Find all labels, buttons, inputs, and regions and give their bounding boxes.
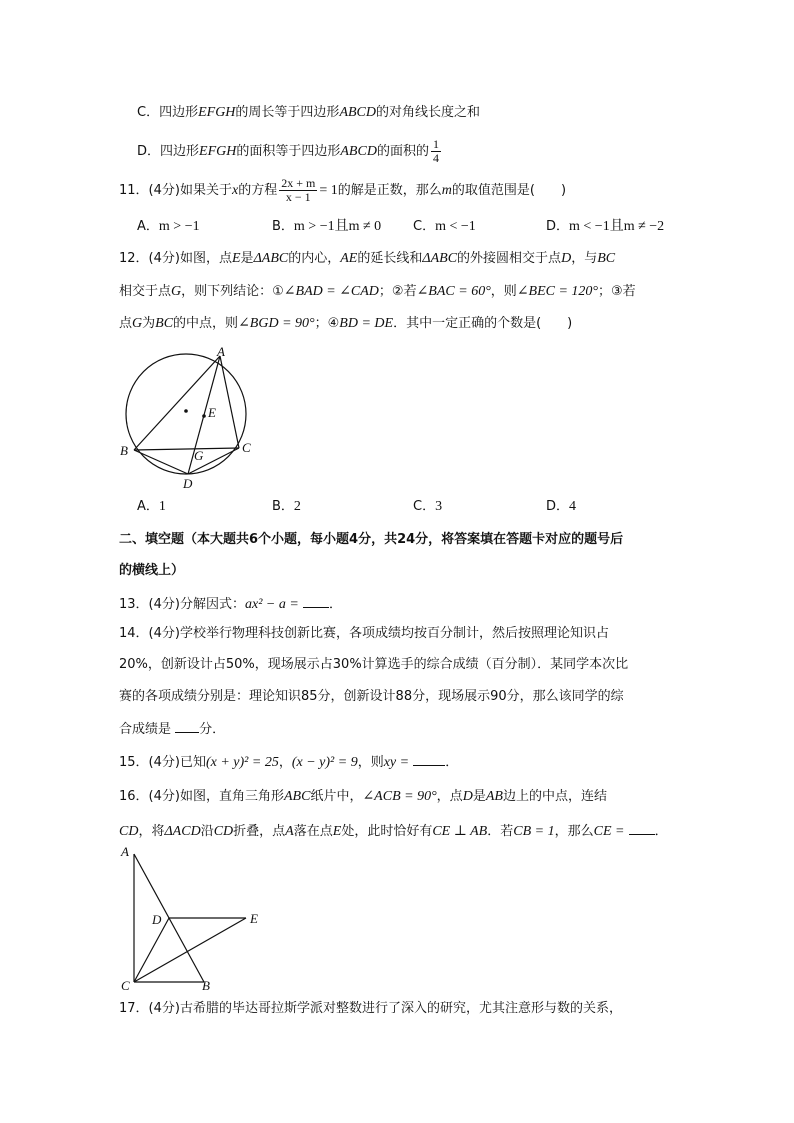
question-17-line-1: 17．(4分)古希腊的毕达哥拉斯学派对整数进行了深入的研究，尤其注意形与数的关系，	[119, 1001, 622, 1016]
q10-option-d: D．四边形EFGH的面积等于四边形ABCD的面积的 $\frac{1}{4}$	[137, 137, 439, 165]
label-d: D	[183, 476, 193, 491]
q11-option-c[interactable]: C．m < −1	[413, 219, 476, 234]
segment-ce	[134, 918, 246, 982]
question-14-line-1: 14．(4分)学校举行物理科技创新比赛，各项成绩均按百分制计，然后按照理论知识占	[119, 626, 609, 641]
label-a: A	[217, 344, 225, 359]
answer-blank[interactable]	[303, 594, 329, 608]
label-b: B	[202, 978, 210, 993]
q11-option-d[interactable]: D．m < −1且m ≠ −2	[546, 219, 665, 234]
question-14-line-3: 赛的各项成绩分别是：理论知识85分，创新设计88分，现场展示90分，那么该同学的综	[119, 689, 624, 704]
answer-blank[interactable]	[413, 752, 445, 766]
circle-center-dot	[184, 409, 188, 413]
answer-blank[interactable]	[175, 719, 199, 733]
label-g: G	[194, 448, 204, 463]
answer-blank[interactable]	[629, 821, 655, 835]
question-12-line-1: 12．(4分)如图，点E是ΔABC的内心，AE的延长线和ΔABC的外接圆相交于点D，与BC	[119, 251, 616, 266]
segment-bd	[134, 450, 188, 474]
q10-option-c: C．四边形EFGH的周长等于四边形ABCD的对角线长度之和	[137, 105, 481, 120]
q16-triangle-figure	[112, 842, 272, 994]
fraction-one-quarter: $\frac{1}{4}$	[432, 137, 439, 165]
question-12-line-2: 相交于点G，则下列结论：①∠BAD = ∠CAD；②若∠BAC = 60°，则∠BEC = 120°；③若	[119, 284, 636, 299]
label-c: C	[121, 978, 130, 993]
question-15: 15．(4分)已知(x + y)² = 25，(x − y)² = 9，则xy = ．	[119, 752, 458, 772]
q12-option-d[interactable]: D．4	[546, 499, 577, 514]
q11-option-a[interactable]: A．m > −1	[137, 219, 200, 234]
label-d: D	[152, 912, 162, 927]
segment-ac	[220, 356, 239, 448]
equation-fraction: $\frac{2x + m}{x - 1}$	[281, 176, 316, 204]
q12-circle-figure	[112, 344, 262, 492]
label-e: E	[208, 405, 216, 420]
question-14-line-2: 20%，创新设计占50%，现场展示占30%计算选手的综合成绩（百分制）．某同学本次比	[119, 657, 629, 672]
label-b: B	[120, 443, 128, 458]
point-e-dot	[202, 414, 206, 418]
q12-option-a[interactable]: A．1	[137, 499, 166, 514]
question-12-line-3: 点G为BC的中点，则∠BGD = 90°；④BD = DE．其中一定正确的个数是( )	[119, 316, 573, 331]
segment-bc	[134, 448, 239, 450]
question-13: 13．(4分)分解因式：ax² − a = ．	[119, 594, 342, 614]
label-e: E	[250, 911, 258, 926]
label-c: C	[242, 440, 251, 455]
label-a: A	[121, 844, 129, 859]
question-14-line-4: 合成绩是 分．	[119, 719, 225, 739]
section-2-heading-line-2: 的横线上）	[119, 563, 185, 578]
question-16-line-1: 16．(4分)如图，直角三角形ABC纸片中，∠ACB = 90°，点D是AB边上的中点，连结	[119, 789, 607, 804]
q11-option-b[interactable]: B．m > −1且m ≠ 0	[272, 219, 382, 234]
question-16-line-2: CD，将ΔACD沿CD折叠，点A落在点E处，此时恰好有CE ⊥ AB．若CB = 1，那么CE = ．	[119, 821, 668, 841]
circumcircle	[126, 354, 246, 474]
q12-option-c[interactable]: C．3	[413, 499, 443, 514]
question-11: 11．(4分)如果关于x的方程 $\frac{2x + m}{x - 1}$ = 1的解是正数，那么m的取值范围是( )	[119, 176, 567, 204]
q12-option-b[interactable]: B．2	[272, 499, 301, 514]
section-2-heading-line-1: 二、填空题（本大题共6个小题，每小题4分，共24分，将答案填在答题卡对应的题号后	[119, 532, 624, 547]
